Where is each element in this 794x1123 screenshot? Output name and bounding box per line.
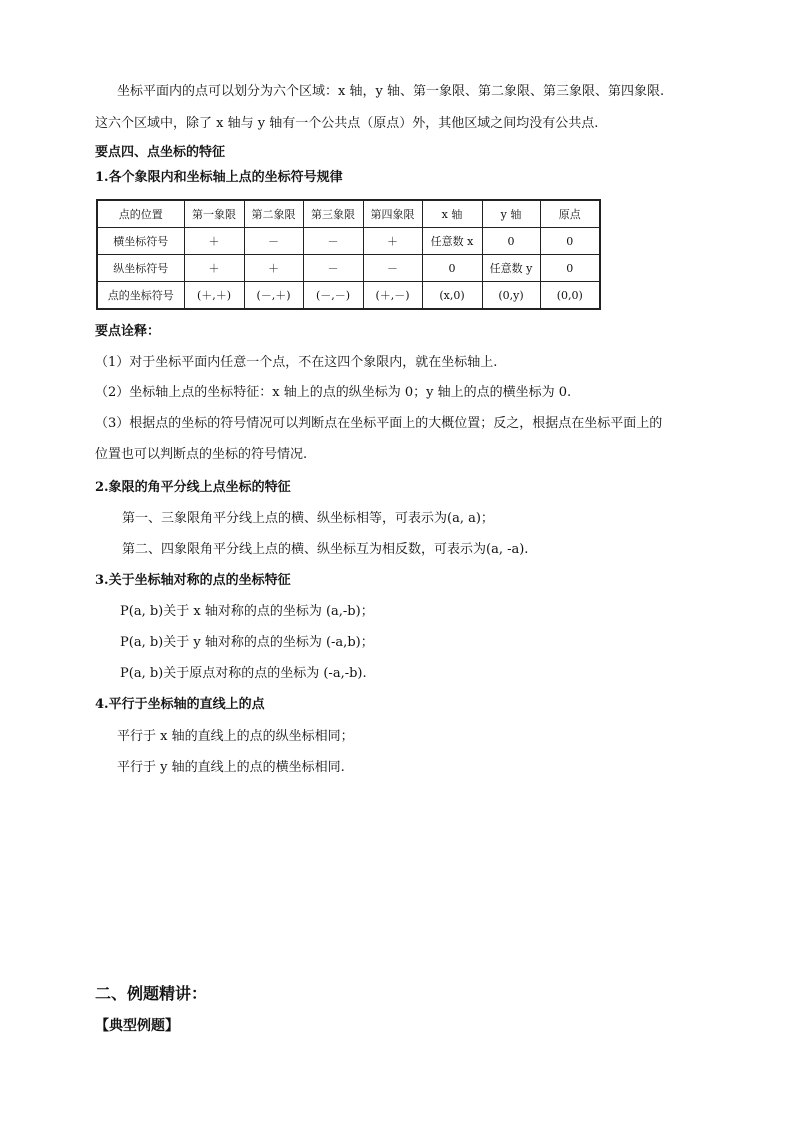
notes-title: 要点诠释： xyxy=(95,324,161,339)
note-item-4: 位置也可以判断点的坐标的符号情况. xyxy=(95,447,308,462)
sub2-line-1: 第一、三象限角平分线上点的横、纵坐标相等，可表示为(a, a)； xyxy=(122,511,494,526)
sub4-line-2: 平行于 y 轴的直线上的点的横坐标相同. xyxy=(117,760,345,775)
sub2-line-2: 第二、四象限角平分线上点的横、纵坐标互为相反数，可表示为(a, -a). xyxy=(122,542,529,557)
part2-subheading: 【典型例题】 xyxy=(95,1018,179,1034)
table-cell: 第四象限 xyxy=(363,200,422,228)
table-cell: 任意数 y xyxy=(482,255,540,282)
sub3-line-2: P(a, b)关于 y 轴对称的点的坐标为 (-a,b)； xyxy=(120,635,374,650)
table-cell: 0 xyxy=(422,255,482,282)
table-cell: ＋ xyxy=(244,255,303,282)
sub3-line-1: P(a, b)关于 x 轴对称的点的坐标为 (a,-b)； xyxy=(120,604,374,619)
note-item-1: （1）对于坐标平面内任意一个点，不在这四个象限内，就在坐标轴上. xyxy=(95,355,498,370)
table-cell: (＋,－) xyxy=(363,282,422,310)
sub4-line-1: 平行于 x 轴的直线上的点的纵坐标相同； xyxy=(117,729,354,744)
table-cell: (0,0) xyxy=(540,282,600,310)
table-cell: 第二象限 xyxy=(244,200,303,228)
table-cell: 横坐标符号 xyxy=(97,228,184,255)
table-cell: － xyxy=(363,255,422,282)
table-cell: － xyxy=(244,228,303,255)
intro-line-2: 这六个区域中，除了 x 轴与 y 轴有一个公共点（原点）外，其他区域之间均没有公共点. xyxy=(95,116,599,131)
table-cell: 点的位置 xyxy=(97,200,184,228)
table-cell: － xyxy=(303,228,363,255)
table-cell: 0 xyxy=(540,255,600,282)
part2-heading: 二、例题精讲： xyxy=(95,984,208,1003)
table-cell: 纵坐标符号 xyxy=(97,255,184,282)
sub3-line-3: P(a, b)关于原点对称的点的坐标为 (-a,-b). xyxy=(120,666,367,681)
table-cell: ＋ xyxy=(363,228,422,255)
sub2-title: 2.象限的角平分线上点坐标的特征 xyxy=(95,480,291,495)
table-cell: 第一象限 xyxy=(184,200,244,228)
table-cell: 0 xyxy=(482,228,540,255)
table-cell: 任意数 x xyxy=(422,228,482,255)
note-item-3: （3）根据点的坐标的符号情况可以判断点在坐标平面上的大概位置；反之，根据点在坐标平面上的 xyxy=(95,416,663,431)
table-cell: x 轴 xyxy=(422,200,482,228)
table-cell: ＋ xyxy=(184,228,244,255)
table-cell: 点的坐标符号 xyxy=(97,282,184,310)
sub4-title: 4.平行于坐标轴的直线上的点 xyxy=(95,697,265,712)
table-cell: (－,＋) xyxy=(244,282,303,310)
sub1-title: 1.各个象限内和坐标轴上点的坐标符号规律 xyxy=(95,170,343,185)
note-item-2: （2）坐标轴上点的坐标特征：x 轴上的点的纵坐标为 0；y 轴上的点的横坐标为 0. xyxy=(95,385,572,400)
table-row xyxy=(97,228,600,255)
table-cell: y 轴 xyxy=(482,200,540,228)
table-header-row xyxy=(97,200,600,228)
table-row xyxy=(97,282,600,310)
table-cell: (－,－) xyxy=(303,282,363,310)
intro-line-1: 坐标平面内的点可以划分为六个区域：x 轴，y 轴、第一象限、第二象限、第三象限、第四象限. xyxy=(117,84,665,99)
section-heading: 要点四、点坐标的特征 xyxy=(95,145,226,160)
table-cell: (0,y) xyxy=(482,282,540,310)
table-row xyxy=(97,255,600,282)
table-cell: (x,0) xyxy=(422,282,482,310)
table-cell: 0 xyxy=(540,228,600,255)
table-cell: 原点 xyxy=(540,200,600,228)
table-cell: (＋,＋) xyxy=(184,282,244,310)
table-cell: － xyxy=(303,255,363,282)
coordinate-sign-table xyxy=(96,199,601,310)
table-cell: 第三象限 xyxy=(303,200,363,228)
table-cell: ＋ xyxy=(184,255,244,282)
sub3-title: 3.关于坐标轴对称的点的坐标特征 xyxy=(95,573,291,588)
